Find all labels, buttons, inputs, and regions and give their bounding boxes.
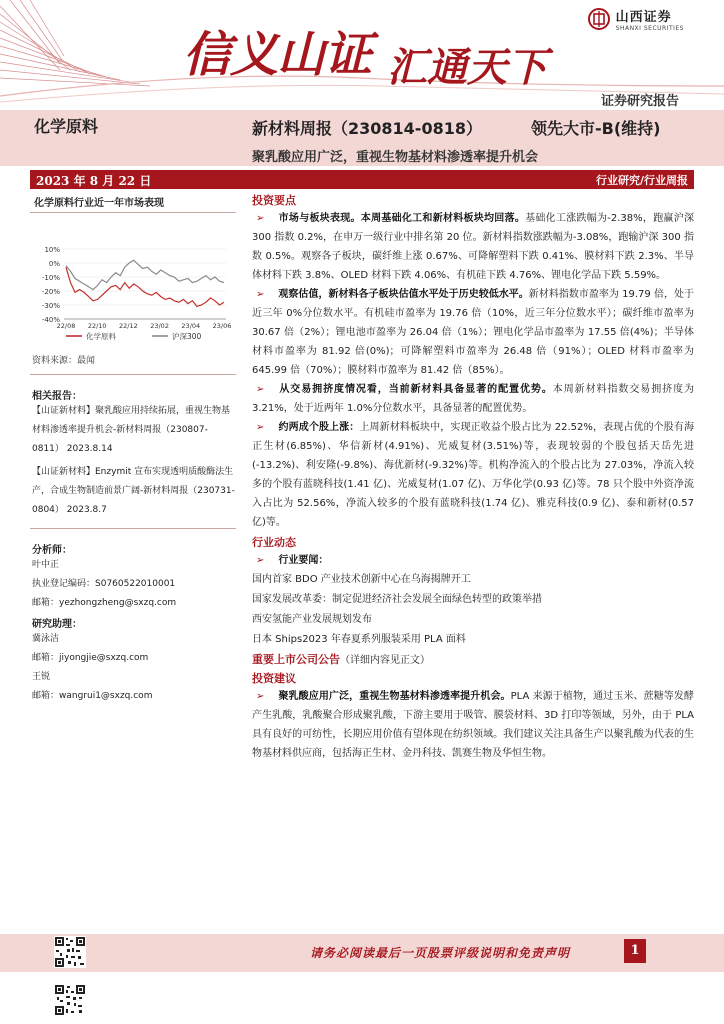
main-content	[252, 192, 694, 763]
chart-series-line	[66, 260, 224, 289]
highlight-bold: 观察估值，新材料各子板块估值水平处于历史较低水平。	[278, 289, 529, 300]
related-report-2[interactable]: 【山证新材料】Enzymit 宣布实现透明质酸酶法生产，合成生物制造前景广阔-新材料周报（230731-0804） 2023.8.7	[32, 467, 235, 515]
news-item[interactable]: 国内首家 BDO 产业技术创新中心在乌海揭牌开工	[252, 574, 471, 585]
announcement-heading	[252, 650, 694, 670]
related-reports-heading: 相关报告：	[32, 391, 82, 402]
highlight-text: 新材料指数市盈率为 19.79 倍，处于近三年 0%分位数水平。有机硅市盈率为 19.76 倍（10%，近三年分位数水平）；碳纤维市盈率为 30.67 倍（2%）；锂电池市盈率为 26.04 倍（1%）；锂电化学品市盈率为 17.55 倍(4%)；半导体材料市盈率为 81.92 倍(0%)；可降解塑料市盈率为 26.48 倍（91%）；OLED 材料市盈率为 645.99 倍（70%）；膜材料市盈率为 81.42 倍（85%）。	[252, 289, 694, 376]
report-header	[0, 0, 724, 110]
news-heading-row	[252, 551, 694, 570]
chart-x-tick-label: 22/12	[119, 322, 138, 330]
news-heading: 行业要闻：	[278, 555, 329, 566]
report-date: 2023 年 8 月 22 日	[36, 174, 152, 188]
arrow-bullet-icon: ➢	[256, 422, 265, 433]
news-item[interactable]: 日本 Ships2023 年春夏系列服装采用 PLA 面料	[252, 634, 466, 645]
industry-dynamics-heading: 行业动态	[252, 536, 296, 549]
divider	[30, 528, 236, 529]
analyst-name: 叶中正	[32, 560, 60, 570]
chart-y-tick-label: 10%	[44, 246, 60, 254]
assistant-heading: 研究助理：	[32, 619, 82, 630]
analyst-heading: 分析师：	[32, 545, 72, 556]
arrow-bullet-icon: ➢	[256, 384, 265, 395]
highlight-bold: 约两成个股上涨：	[278, 422, 360, 433]
highlight-bold: 从交易拥挤度情况看，当前新材料具备显著的配置优势。	[278, 384, 553, 395]
company-logo	[588, 6, 684, 32]
highlight-valuation	[252, 285, 694, 380]
related-report-1[interactable]: 【山证新材料】聚乳酸应用持续拓展，重视生物基材料渗透率提升机会-新材料周报（230807-0811） 2023.8.14	[32, 406, 231, 454]
chart-source: 资料来源：最闻	[32, 356, 96, 366]
highlight-text: 基础化工涨跌幅为-2.38%，跑赢沪深 300 指数 0.2%，在申万一级行业中排名第 20 位。新材料指数涨跌幅为-3.08%，跑输沪深 300 指数 0.5%。观察各子板块，碳纤维上涨 0.67%、可降解塑料下跌 0.41%、膜材料下跌 2.3%、半导体材料下跌 3.8%、OLED 材料下跌 4.06%、有机硅下跌 4.76%、锂电化学品下跌 5.59%。	[252, 213, 694, 281]
arrow-bullet-icon: ➢	[256, 213, 265, 224]
rating-label: 领先大市-B(维持)	[531, 119, 661, 138]
chart-y-tick-label: -40%	[41, 316, 60, 324]
divider	[30, 212, 236, 213]
chart-y-tick-label: 0%	[48, 260, 60, 268]
arrow-bullet-icon: ➢	[256, 691, 265, 702]
assistant-1-email[interactable]: 邮箱：jiyongjie@sxzq.com	[32, 653, 149, 663]
report-subtitle: 聚乳酸应用广泛，重视生物基材料渗透率提升机会	[252, 150, 539, 165]
report-category: 行业研究/行业周报	[595, 174, 688, 187]
chart-svg	[30, 215, 236, 345]
announcement-note: （详细内容见正文）	[340, 655, 430, 666]
suggestion-bold: 聚乳酸应用广泛，重视生物基材料渗透率提升机会。	[278, 691, 511, 702]
highlight-bold: 市场与板块表现。本周基础化工和新材料板块均回落。	[278, 213, 526, 224]
sector-label: 化学原料	[34, 117, 99, 136]
sidebar	[30, 192, 236, 706]
divider	[30, 374, 236, 375]
highlight-market-performance	[252, 209, 694, 285]
highlight-text: 本周新材料指数交易拥挤度为 3.21%，处于近两年 1.0%分位数水平，具备显著的配置优势。	[252, 384, 695, 414]
investment-highlights-heading: 投资要点	[252, 194, 296, 207]
chart-y-tick-label: -20%	[41, 288, 60, 296]
qr-code-icon	[54, 984, 86, 1016]
company-name-en: SHANXI SECURITIES	[615, 25, 684, 32]
highlight-stocks	[252, 418, 694, 532]
chart-y-tick-label: -30%	[41, 302, 60, 310]
chart-x-tick-label: 23/04	[181, 322, 201, 330]
report-title: 新材料周报（230814-0818）	[252, 119, 482, 138]
analyst-email[interactable]: 邮箱：yezhongzheng@sxzq.com	[32, 598, 177, 608]
page-number: 1	[624, 939, 646, 963]
company-name-cn: 山西证券	[615, 10, 672, 25]
assistant-2-email[interactable]: 邮箱：wangrui1@sxzq.com	[32, 691, 153, 701]
assistant-1-name: 冀泳洁	[32, 634, 60, 644]
assistant-2-name: 王锐	[32, 672, 51, 682]
chart-x-tick-label: 22/08	[56, 322, 76, 330]
suggestion-text: PLA 来源于植物，通过玉米、蔗糖等发酵产生乳酸，乳酸聚合形成聚乳酸，下游主要用于吸管、膜袋材料、3D 打印等领域，另外，由于 PLA 具有良好的可纺性，长期应用价值有望体现在纺织领域。我们建议关注具备生产以聚乳酸为代表的生物基材料供应商，包括海正生材、金丹科技、凯赛生物及华恒生物。	[252, 691, 694, 759]
chart-x-tick-label: 23/06	[212, 322, 232, 330]
slogan-part-1: 信义山证	[183, 27, 372, 83]
highlight-crowding	[252, 380, 694, 418]
arrow-bullet-icon: ➢	[256, 555, 265, 566]
chart-title: 化学原料行业近一年市场表现	[34, 198, 164, 209]
qr-code-icon	[54, 936, 86, 968]
news-item[interactable]: 国家发展改革委：制定促进经济社会发展全面绿色转型的政策举措	[252, 594, 542, 605]
chart-x-tick-label: 22/10	[87, 322, 107, 330]
report-type-label: 证券研究报告	[600, 94, 679, 109]
highlight-text: 上周新材料板块中，实现正收益个股占比为 22.52%，表现占优的个股有海正生材(6.85%)、华信新材(4.91%)、光威复材(3.51%)等，表现较弱的个股包括天岳先进(-13.2%)、利安隆(-9.8%)、海优新材(-9.32%)等。机构净流入的个股占比为 27.03%，净流入较多的个股有蓝晓科技(1.41 亿)、光威复材(1.07 亿)、万华化学(0.93 亿)等。78 只个股中外资净流入占比为 52.56%，净流入较多的个股有蓝晓科技(1.74 亿)、雅克科技(0.9 亿)、泰和新材(0.57 亿)等。	[252, 422, 695, 528]
news-item[interactable]: 西安氢能产业发展规划发布	[252, 614, 372, 625]
chart-legend-label: 沪深300	[172, 332, 202, 341]
market-performance-chart	[30, 215, 236, 345]
investment-suggestion-heading: 投资建议	[252, 672, 296, 685]
arrow-bullet-icon: ➢	[256, 289, 265, 300]
chart-y-tick-label: -10%	[41, 274, 60, 282]
suggestion-paragraph	[252, 687, 694, 763]
chart-x-tick-label: 23/02	[150, 322, 169, 330]
announcement-title: 重要上市公司公告	[252, 653, 340, 666]
analyst-license: 执业登记编码：S0760522010001	[32, 579, 176, 589]
footer-disclaimer[interactable]: 请务必阅读最后一页股票评级说明和免责声明	[310, 946, 571, 960]
slogan-part-2: 汇通天下	[387, 44, 547, 91]
chart-legend-label: 化学原料	[86, 332, 116, 341]
logo-mark-icon	[588, 8, 610, 30]
